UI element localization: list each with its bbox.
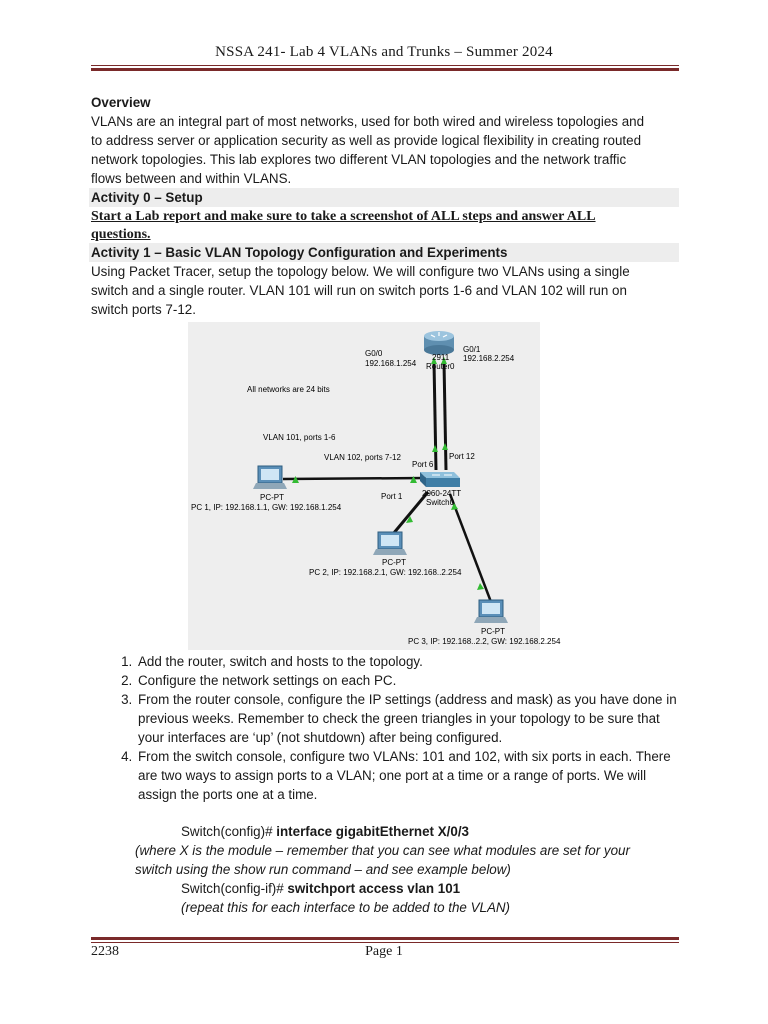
- port1-label: Port 1: [381, 492, 403, 501]
- command-note-line: switch using the show run command – and see example below): [135, 862, 511, 877]
- activity1-heading-band: [89, 243, 679, 262]
- overview-line: VLANs are an integral part of most networks, used for both wired and wireless topologies and: [91, 114, 645, 129]
- pc1-info: PC 1, IP: 192.168.1.1, GW: 192.168.1.254: [191, 503, 342, 512]
- footer-page-number: Page 1: [365, 944, 403, 959]
- link-router-port6: [434, 362, 436, 470]
- overview-line: to address server or application security as well as provide logical flexibility in creating routed: [91, 133, 642, 148]
- activity0-instruction-line: Start a Lab report and make sure to take a screenshot of ALL steps and answer ALL: [91, 209, 596, 224]
- step-item: 2. Configure the network settings on each PC.: [136, 671, 679, 690]
- footer-id: 2238: [91, 944, 119, 959]
- overview-line: network topologies. This lab explores two different VLAN topologies and the network traffic: [91, 152, 627, 167]
- command-line-2: [181, 879, 460, 898]
- activity1-heading: Activity 1 – Basic VLAN Topology Configuration and Experiments: [91, 245, 508, 260]
- pc2-type: PC-PT: [382, 558, 406, 567]
- command-note-1: [135, 841, 630, 879]
- command-text: interface gigabitEthernet X/0/3: [276, 824, 469, 839]
- activity0-instruction: [91, 208, 679, 244]
- switch-icon: [420, 472, 460, 487]
- command-note-2: (repeat this for each interface to be added to the VLAN): [181, 900, 511, 915]
- g00-ip: 192.168.1.254: [365, 359, 417, 368]
- steps-list: [91, 652, 679, 804]
- switch-name: Switch0: [426, 498, 455, 507]
- command-text: switchport access vlan 101: [287, 881, 461, 896]
- pc2-icon: [373, 532, 407, 555]
- pc2-info: PC 2, IP: 192.168.2.1, GW: 192.168..2.254: [309, 568, 462, 577]
- port12-label: Port 12: [449, 452, 475, 461]
- activity0-heading: Activity 0 – Setup: [91, 190, 203, 205]
- step-item: 1. Add the router, switch and hosts to the topology.: [136, 652, 679, 671]
- page-header-title: NSSA 241- Lab 4 VLANs and Trunks – Summer 2024: [215, 44, 553, 60]
- step-item: 3. From the router console, configure the IP settings (address and mask) as you have done in previous weeks. Remember to check the green triangles in your topology to be sure that your interfaces are ‘up’ (not shutdown) after being configured.: [136, 690, 679, 747]
- command-prompt: Switch(config)#: [181, 824, 277, 839]
- vlan102-label: VLAN 102, ports 7-12: [324, 453, 401, 462]
- command-note-line: (where X is the module – remember that you can see what modules are set for your: [135, 843, 630, 858]
- g01-ip: 192.168.2.254: [463, 354, 515, 363]
- footer-rule-thick: [91, 937, 679, 940]
- activity0-instruction-line: questions.: [91, 227, 151, 242]
- command-prompt: Switch(config-if)#: [181, 881, 288, 896]
- pc3-info: PC 3, IP: 192.168..2.2, GW: 192.168.2.254: [408, 637, 561, 646]
- router-model: 2911: [432, 353, 450, 362]
- footer-rule-thin: [91, 942, 679, 943]
- step-item: 4. From the switch console, configure two VLANs: 101 and 102, with six ports in each. There are two ways to assign ports to a VLAN; one port at a time or a range of ports. We will assign the ports one at a time.: [136, 747, 679, 804]
- pc1-icon: [253, 466, 287, 489]
- overview-section: [91, 93, 679, 188]
- activity1-intro: [91, 262, 679, 319]
- overview-heading: Overview: [91, 95, 151, 110]
- activity1-intro-line: switch and a single router. VLAN 101 will run on switch ports 1-6 and VLAN 102 will run on: [91, 283, 627, 298]
- link-pc1-switch: [283, 478, 426, 479]
- topology-diagram: [188, 322, 561, 650]
- pc1-type: PC-PT: [260, 493, 284, 502]
- g01-label: G0/1: [463, 345, 481, 354]
- port6-label: Port 6: [412, 460, 434, 469]
- network-mask-note: All networks are 24 bits: [247, 385, 330, 394]
- router-icon: [424, 331, 454, 355]
- pc3-icon: [474, 600, 508, 623]
- header-rule-thick: [91, 68, 679, 71]
- link-router-port12: [444, 362, 446, 470]
- activity1-intro-line: switch ports 7-12.: [91, 302, 196, 317]
- g00-label: G0/0: [365, 349, 383, 358]
- vlan101-label: VLAN 101, ports 1-6: [263, 433, 336, 442]
- activity1-intro-line: Using Packet Tracer, setup the topology below. We will configure two VLANs using a single: [91, 264, 630, 279]
- pc3-type: PC-PT: [481, 627, 505, 636]
- command-line-1: [181, 822, 469, 841]
- header-rule-thin: [91, 65, 679, 66]
- router-name: Router0: [426, 362, 455, 371]
- switch-model: 2960-24TT: [422, 489, 462, 498]
- activity0-heading-band: [89, 188, 679, 207]
- overview-line: flows between and within VLANS.: [91, 171, 292, 186]
